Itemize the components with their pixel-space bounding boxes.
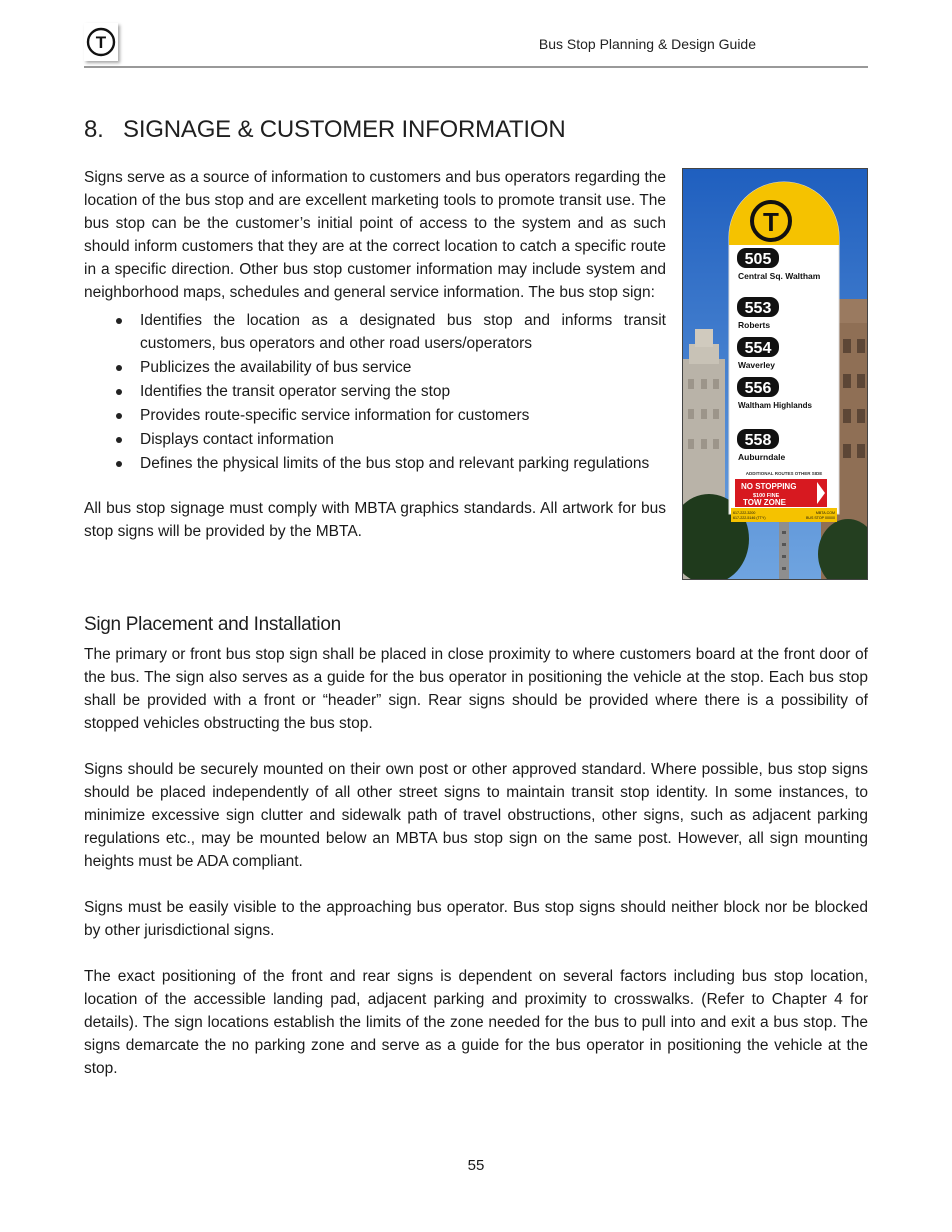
routes-note: ADDITIONAL ROUTES OTHER SIDE xyxy=(745,471,823,476)
no-stopping-text: NO STOPPING xyxy=(741,482,797,491)
svg-text:T: T xyxy=(95,33,107,52)
bus-stop-sign-photo xyxy=(682,168,868,580)
header-divider xyxy=(84,66,868,68)
svg-text:T: T xyxy=(763,207,779,237)
website: MBTA.COM xyxy=(815,511,835,515)
list-item: Provides route-specific service information for customers xyxy=(140,404,666,427)
mbta-t-icon xyxy=(86,27,116,57)
route-number: 505 xyxy=(744,251,772,268)
list-item: Defines the physical limits of the bus stop and relevant parking regulations xyxy=(140,452,666,475)
route-number: 556 xyxy=(744,380,772,397)
list-item: Identifies the transit operator serving the stop xyxy=(140,380,666,403)
route-name: Auburndale xyxy=(738,452,786,462)
phone-number: 617-222-3200 xyxy=(733,511,756,515)
body-paragraph: Signs should be securely mounted on their own post or other approved standard. Where possible, bus stop signs should be placed independently of all other street signs to maintain transit stop identity. In some instances, to minimize excessive sign clutter and sidewalk path of travel obstructions, other signs, such as adjacent parking regulations etc., may be mounted below an MBTA bus stop sign on the same post. However, all sign mounting heights must be ADA compliant. xyxy=(84,761,868,870)
subsection-title: Sign Placement and Installation xyxy=(84,614,341,635)
route-name: Waverley xyxy=(738,360,776,370)
intro-block xyxy=(84,166,666,543)
route-number: 553 xyxy=(744,300,772,317)
route-number: 558 xyxy=(744,432,772,449)
route-name: Central Sq. Waltham xyxy=(738,271,821,281)
placement-body xyxy=(84,643,868,1103)
mbta-logo xyxy=(84,23,118,61)
list-item: Publicizes the availability of bus service xyxy=(140,356,666,379)
body-paragraph: The primary or front bus stop sign shall be placed in close proximity to where customers board at the front door of the bus. The sign also serves as a guide for the bus operator in positioning the vehicle at the stop. Each bus stop shall be provided with a front or “header” sign. Rear signs should be provided where there is a possibility of stopped vehicles obstructing the bus stop. xyxy=(84,646,868,732)
section-title: 8. SIGNAGE & CUSTOMER INFORMATION xyxy=(84,116,566,143)
intro-paragraph: Signs serve as a source of information to customers and bus operators regarding the location of the bus stop and are excellent marketing tools to promote transit use. The bus stop can be the customer’s initial point of access to the system and as such should inform customers that they are at the correct location to catch a specific route in a specific direction. Other bus stop customer information may include system and neighborhood maps, schedules and general service information. The bus stop sign: xyxy=(84,169,666,301)
list-item: Displays contact information xyxy=(140,428,666,451)
fine-text: $100 FINE xyxy=(753,493,780,499)
route-name: Waltham Highlands xyxy=(738,401,812,410)
sign-functions-list xyxy=(84,309,666,475)
artwork-note: All bus stop signage must comply with MBTA graphics standards. All artwork for bus stop signs will be provided by the MBTA. xyxy=(84,500,666,540)
stop-id: BUS STOP 00000 xyxy=(805,516,835,520)
header-title: Bus Stop Planning & Design Guide xyxy=(538,36,756,52)
tty-number: 617-222-5146 (TTY) xyxy=(733,516,766,520)
route-name: Roberts xyxy=(738,320,771,330)
bus-stop-sign-illustration xyxy=(683,169,867,579)
body-paragraph: Signs must be easily visible to the approaching bus operator. Bus stop signs should neither block nor be blocked by other jurisdictional signs. xyxy=(84,899,868,939)
tow-zone-text: TOW ZONE xyxy=(743,498,786,507)
body-paragraph: The exact positioning of the front and rear signs is dependent on several factors including bus stop location, location of the accessible landing pad, adjacent parking and proximity to crosswalks. (Refer to Chapter 4 for details). The sign locations establish the limits of the zone needed for the bus to pull into and exit a bus stop. The signs demarcate the no parking zone and serve as a guide for the bus operator in positioning the vehicle at the stop. xyxy=(84,968,868,1077)
list-item: Identifies the location as a designated bus stop and informs transit customers, bus operators and other road users/operators xyxy=(140,309,666,355)
page-number: 55 xyxy=(467,1157,485,1174)
route-number: 554 xyxy=(744,340,772,357)
